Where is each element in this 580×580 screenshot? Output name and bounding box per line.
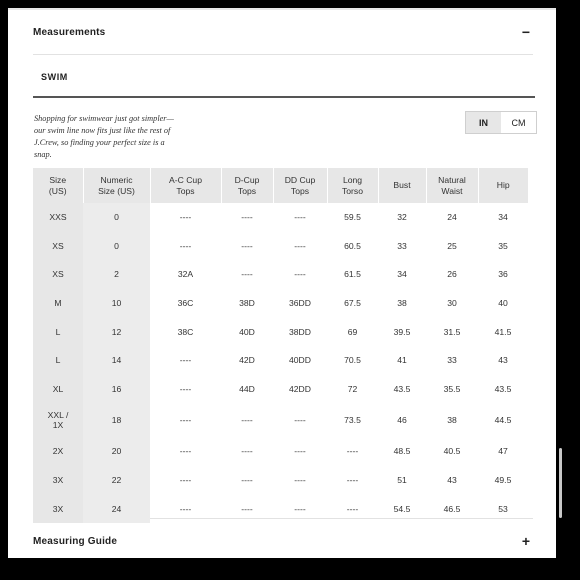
table-cell: M	[33, 289, 83, 318]
table-cell: 43	[447, 475, 457, 486]
tab-swim[interactable]: SWIM	[41, 72, 68, 82]
table-cell: 46.5	[443, 503, 461, 514]
table-cell: 0	[83, 232, 150, 261]
table-cell: 46	[397, 415, 407, 426]
table-row	[33, 466, 528, 495]
measurements-accordion-header[interactable]	[33, 10, 533, 55]
table-cell: 3X	[33, 494, 83, 523]
table-cell: ----	[179, 355, 192, 366]
table-cell: 67.5	[344, 298, 361, 309]
intro-text: Shopping for swimwear just got simpler—our swim line now fits just like the rest of J.Crew, so finding your perfect size is a snap.	[34, 114, 174, 159]
table-cell: ----	[294, 446, 306, 457]
table-row	[33, 232, 528, 261]
table-cell: 61.5	[344, 269, 361, 280]
table-cell: ----	[346, 503, 359, 514]
column-header: Numeric Size (US)	[83, 168, 150, 203]
table-cell: XXL / 1X	[33, 403, 83, 437]
table-cell: 26	[447, 269, 457, 280]
collapse-minus-icon[interactable]: −	[521, 24, 531, 40]
table-cell: XS	[33, 232, 83, 261]
table-cell: ----	[294, 240, 306, 251]
table-cell: 44.5	[494, 415, 512, 426]
table-row	[33, 317, 528, 346]
table-cell: ----	[241, 212, 253, 223]
table-cell: 35.5	[443, 383, 461, 394]
table-cell: 43.5	[393, 383, 411, 394]
table-row	[33, 494, 528, 523]
scrollbar-thumb[interactable]	[559, 448, 562, 518]
table-cell: ----	[346, 446, 359, 457]
table-cell: 3X	[33, 466, 83, 495]
table-cell: L	[33, 317, 83, 346]
table-cell: ----	[179, 240, 192, 251]
table-body	[33, 203, 528, 523]
table-cell: 16	[83, 375, 150, 404]
table-cell: 43	[498, 355, 508, 366]
size-chart-table	[33, 168, 528, 523]
column-header: Bust	[378, 168, 426, 203]
table-cell: XS	[33, 260, 83, 289]
measurements-title: Measurements	[33, 26, 106, 38]
table-row	[33, 289, 528, 318]
table-cell: XL	[33, 375, 83, 404]
column-header: Size (US)	[33, 168, 83, 203]
category-tabs	[33, 60, 535, 98]
table-cell: ----	[241, 240, 253, 251]
table-cell: XXS	[33, 203, 83, 232]
table-cell: 25	[447, 240, 457, 251]
table-cell: 34	[397, 269, 407, 280]
table-cell: ----	[179, 446, 192, 457]
table-cell: 32	[397, 212, 407, 223]
table-cell: 42DD	[289, 383, 311, 394]
table-cell: 30	[447, 298, 457, 309]
table-cell: 41	[397, 355, 407, 366]
table-cell: ----	[241, 503, 253, 514]
table-cell: L	[33, 346, 83, 375]
table-cell: 38C	[177, 326, 194, 337]
table-cell: 31.5	[443, 326, 461, 337]
table-cell: 47	[498, 446, 508, 457]
table-cell: 18	[83, 403, 150, 437]
table-cell: 48.5	[393, 446, 411, 457]
table-cell: 51	[397, 475, 407, 486]
table-cell: 20	[83, 437, 150, 466]
table-cell: 33	[447, 355, 457, 366]
table-cell: ----	[179, 475, 192, 486]
table-cell: 53	[498, 503, 508, 514]
table-cell: 34	[498, 212, 508, 223]
table-cell: 40	[498, 298, 508, 309]
table-cell: ----	[294, 212, 306, 223]
table-cell: ----	[294, 503, 306, 514]
table-cell: ----	[179, 415, 192, 426]
table-row	[33, 403, 528, 437]
table-cell: 41.5	[494, 326, 512, 337]
table-cell: 32A	[177, 269, 194, 280]
table-cell: 36DD	[289, 298, 311, 309]
table-cell: ----	[179, 383, 192, 394]
table-row	[33, 346, 528, 375]
table-cell: 40.5	[443, 446, 461, 457]
table-cell: 60.5	[344, 240, 361, 251]
column-header: D-Cup Tops	[221, 168, 273, 203]
table-cell: 40DD	[289, 355, 311, 366]
table-cell: 40D	[239, 326, 255, 337]
table-cell: 44D	[239, 383, 255, 394]
table-cell: 22	[83, 466, 150, 495]
column-header: DD Cup Tops	[273, 168, 327, 203]
table-cell: 70.5	[344, 355, 361, 366]
table-cell: 59.5	[344, 212, 361, 223]
table-cell: 69	[347, 326, 358, 337]
table-row	[33, 375, 528, 404]
table-row	[33, 203, 528, 232]
column-header: Long Torso	[327, 168, 378, 203]
table-cell: 38DD	[289, 326, 311, 337]
column-header: Hip	[478, 168, 528, 203]
table-cell: ----	[241, 269, 253, 280]
table-row	[33, 260, 528, 289]
table-cell: 10	[83, 289, 150, 318]
table-cell: ----	[241, 415, 253, 426]
expand-plus-icon[interactable]: +	[521, 533, 531, 549]
table-cell: 38	[397, 298, 407, 309]
table-cell: 35	[498, 240, 508, 251]
table-cell: 24	[447, 212, 457, 223]
unit-toggle	[465, 111, 537, 134]
table-cell: ----	[241, 475, 253, 486]
table-cell: 43.5	[494, 383, 512, 394]
unit-in-button[interactable]: IN	[466, 112, 501, 133]
table-header-row	[33, 168, 528, 203]
column-header: Natural Waist	[426, 168, 478, 203]
table-cell: ----	[179, 503, 192, 514]
table-cell: ----	[294, 269, 306, 280]
table-cell: 2X	[33, 437, 83, 466]
table-cell: 38D	[239, 298, 255, 309]
table-cell: 42D	[239, 355, 255, 366]
table-cell: ----	[294, 415, 306, 426]
table-cell: 12	[83, 317, 150, 346]
table-cell: 73.5	[344, 415, 361, 426]
table-cell: 33	[397, 240, 407, 251]
table-cell: ----	[179, 212, 192, 223]
table-cell: 14	[83, 346, 150, 375]
table-cell: 36C	[177, 298, 194, 309]
measuring-guide-title: Measuring Guide	[33, 535, 118, 547]
unit-cm-button[interactable]: CM	[501, 112, 536, 133]
table-cell: 38	[447, 415, 457, 426]
table-row	[33, 437, 528, 466]
table-cell: 54.5	[393, 503, 411, 514]
table-cell: ----	[294, 475, 306, 486]
table-cell: 39.5	[393, 326, 411, 337]
measuring-guide-accordion-header[interactable]	[33, 518, 533, 563]
table-cell: 24	[83, 494, 150, 523]
table-cell: ----	[241, 446, 253, 457]
table-cell: 72	[347, 383, 358, 394]
table-cell: 2	[83, 260, 150, 289]
table-cell: 49.5	[494, 475, 512, 486]
table-cell: ----	[346, 475, 359, 486]
table-cell: 0	[83, 203, 150, 232]
column-header: A-C Cup Tops	[150, 168, 221, 203]
table-cell: 36	[498, 269, 508, 280]
